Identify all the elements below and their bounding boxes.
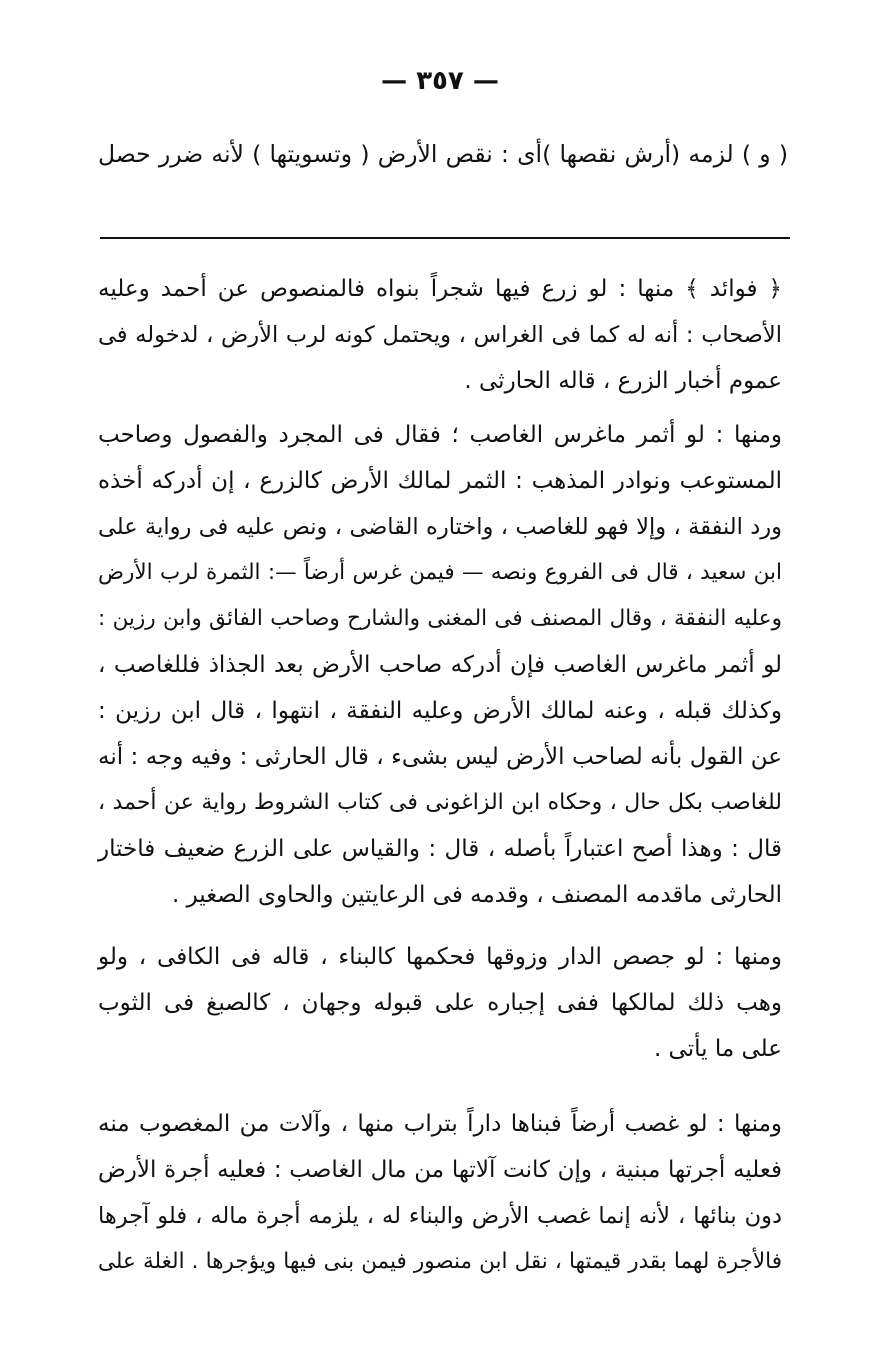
- footnote-line: قال : وهذا أصح اعتباراً بأصله ، قال : والقياس على الزرع ضعيف فاختار: [98, 836, 782, 862]
- footnote-line: فالأجرة لهما بقدر قيمتها ، نقل ابن منصور فيمن بنى فيها ويؤجرها . الغلة على: [98, 1249, 782, 1274]
- footnote-line: للغاصب بكل حال ، وحكاه ابن الزاغونى فى كتاب الشروط رواية عن أحمد ،: [98, 790, 782, 815]
- footnote-line: ابن سعيد ، قال فى الفروع ونصه — فيمن غرس أرضاً —: الثمرة لرب الأرض: [98, 560, 782, 585]
- footnote-line: دون بنائها ، لأنه إنما غصب الأرض والبناء له ، يلزمه أجرة ماله ، فلو آجرها: [98, 1203, 782, 1229]
- footnote-line: وهب ذلك لمالكها ففى إجباره على قبوله وجهان ، كالصبغ فى الثوب: [98, 990, 782, 1016]
- footnote-line: وكذلك قبله ، وعنه لمالك الأرض وعليه النفقة ، انتهوا ، قال ابن رزين :: [98, 698, 782, 724]
- footnote-line: ومنها : لو غصب أرضاً فبناها داراً بتراب منها ، وآلات من المغصوب منه: [98, 1111, 782, 1137]
- footnote-line: ومنها : لو أثمر ماغرس الغاصب ؛ فقال فى المجرد والفصول وصاحب: [98, 422, 782, 448]
- footnote-line: ومنها : لو جصص الدار وزوقها فحكمها كالبناء ، قاله فى الكافى ، ولو: [98, 944, 782, 970]
- footnote-paragraph: [98, 934, 782, 1072]
- footnote-line: عموم أخبار الزرع ، قاله الحارثى .: [464, 368, 782, 394]
- footnote-line: الأصحاب : أنه له كما فى الغراس ، ويحتمل كونه لرب الأرض ، لدخوله فى: [98, 322, 782, 348]
- footnote-line: ورد النفقة ، وإلا فهو للغاصب ، واختاره القاضى ، ونص عليه فى رواية على: [98, 514, 782, 540]
- footnote-paragraph: [98, 266, 782, 404]
- footnote-line: لو أثمر ماغرس الغاصب فإن أدركه صاحب الأرض بعد الجذاذ فللغاصب ،: [98, 652, 782, 678]
- footnote-divider: [100, 237, 790, 239]
- footnote-line: عن القول بأنه لصاحب الأرض ليس بشىء ، قال الحارثى : وفيه وجه : أنه: [98, 744, 782, 770]
- footnote-paragraph: [98, 1101, 782, 1285]
- footnote-line: الحارثى ماقدمه المصنف ، وقدمه فى الرعايتين والحاوى الصغير .: [171, 882, 782, 908]
- footnote-line: على ما يأتى .: [653, 1036, 782, 1062]
- footnote-paragraph: [98, 412, 782, 918]
- footnote-line: فعليه أجرتها مبنية ، وإن كانت آلاتها من مال الغاصب : فعليه أجرة الأرض: [98, 1157, 782, 1183]
- footnote-line: وعليه النفقة ، وقال المصنف فى المغنى والشارح وصاحب الفائق وابن رزين :: [98, 606, 782, 631]
- page-number: — ٣٥٧ —: [381, 66, 499, 96]
- main-text-line: ( و ) لزمه (أرش نقصها )أى : نقص الأرض ( وتسويتها ) لأنه ضرر حصل: [98, 140, 788, 168]
- footnote-line: المستوعب ونوادر المذهب : الثمر لمالك الأرض كالزرع ، إن أدركه أخذه: [98, 468, 782, 494]
- footnote-line: ﴿ فوائد ﴾ منها : لو زرع فيها شجراً بنواه فالمنصوص عن أحمد وعليه: [98, 276, 782, 302]
